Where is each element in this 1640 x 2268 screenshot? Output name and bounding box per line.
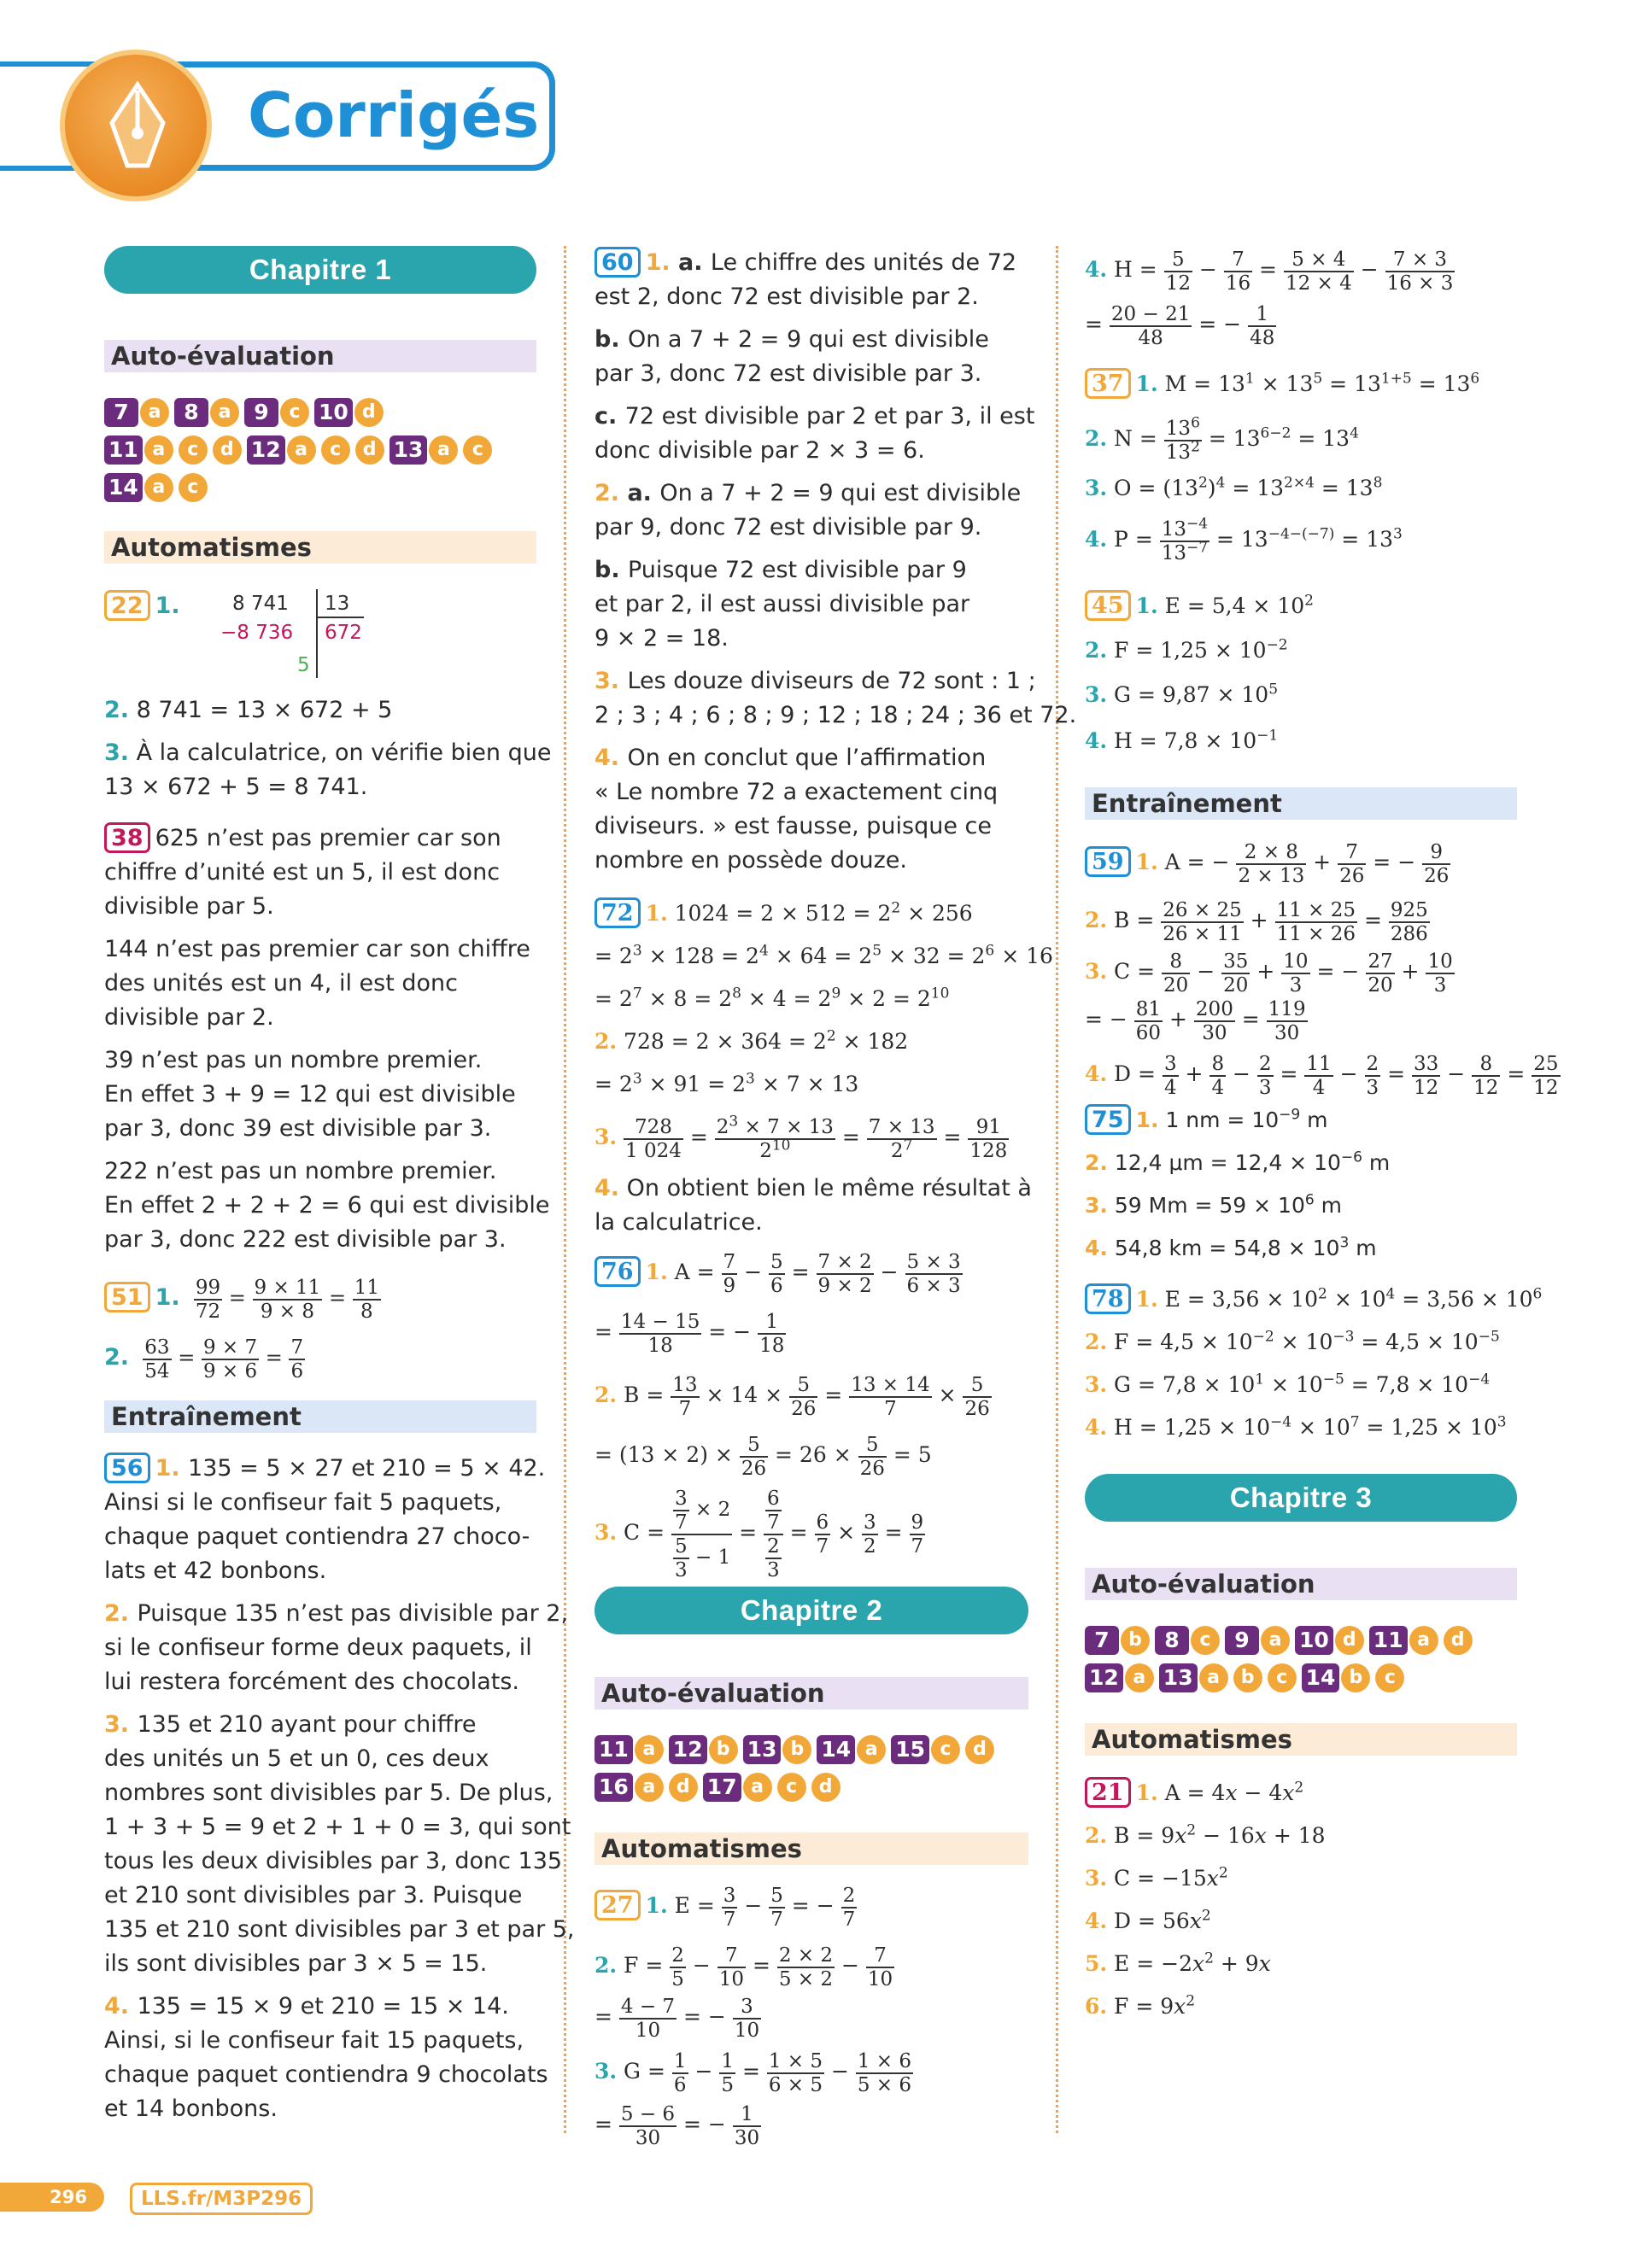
question-badge: 10 xyxy=(1295,1626,1333,1655)
text-line: est 2, donc 72 est divisible par 2. xyxy=(594,284,979,310)
text-line: 39 n’est pas un nombre premier. xyxy=(104,1047,483,1073)
answer-dot: b xyxy=(1233,1663,1262,1692)
exercise-27: 27 1. E = $\frac{3}{7}$ − $\frac{5}{7}$ = − $\frac{2}{7}$ xyxy=(594,1879,857,1933)
question-number: c. xyxy=(594,403,625,430)
chapter-3-heading: Chapitre 3 xyxy=(1085,1474,1517,1522)
text-line: diviseurs. » est fausse, puisque ce xyxy=(594,813,992,839)
text-line: et par 2, il est aussi divisible par xyxy=(594,591,970,617)
question-number: b. xyxy=(594,326,628,353)
auto-eval-heading: Auto-évaluation xyxy=(1085,1568,1517,1600)
long-division xyxy=(220,589,417,683)
question-number: 1. xyxy=(645,249,679,276)
answer-dot: d xyxy=(213,435,242,465)
answer-dot: a xyxy=(1409,1626,1438,1655)
answer-dot: a xyxy=(1261,1626,1290,1655)
answer-dot: a xyxy=(857,1735,886,1764)
exercise-number: 38 xyxy=(104,822,150,853)
auto-eval-row xyxy=(1085,1660,1409,1694)
question-badge: 11 xyxy=(1369,1626,1408,1655)
answer-dot: b xyxy=(709,1735,738,1764)
question-badge: 13 xyxy=(390,435,428,465)
text-line: tous les deux divisibles par 3, donc 135 xyxy=(104,1848,563,1874)
question-number: b. xyxy=(594,557,628,583)
question-badge: 11 xyxy=(104,435,143,465)
exercise-36-q4: 4. H = $\frac{5}{12}$ − $\frac{7}{16}$ = $\frac{5 \times 4}{12 \times 4}$ − $\frac{7 \times 3}{16 \times 3}$ xyxy=(1085,248,1454,295)
question-badge: 7 xyxy=(104,398,138,427)
auto-eval-row xyxy=(104,395,389,429)
question-badge: 10 xyxy=(314,398,353,427)
text-line: Ainsi si le confiseur fait 5 paquets, xyxy=(104,1489,502,1516)
text-line: Ainsi, si le confiseur fait 15 paquets, xyxy=(104,2027,524,2054)
text-line: par 3, donc 72 est divisible par 3. xyxy=(594,360,982,387)
answer-dot: d xyxy=(811,1773,840,1802)
divisor: 13 xyxy=(325,593,350,615)
answer-dot: b xyxy=(782,1735,811,1764)
question-badge: 9 xyxy=(244,398,278,427)
question-badge: 12 xyxy=(247,435,285,465)
answer-dot: a xyxy=(1125,1663,1154,1692)
auto-eval-row xyxy=(104,432,497,466)
text-line: 2. a. On a 7 + 2 = 9 qui est divisible xyxy=(594,480,1022,506)
question-number: 1. xyxy=(155,1455,189,1482)
answer-dot: d xyxy=(354,398,384,427)
text-line: « Le nombre 72 a exactement cinq xyxy=(594,779,999,805)
text-line: En effet 3 + 9 = 12 qui est divisible xyxy=(104,1081,516,1108)
text-line: nombres sont divisibles par 5. De plus, xyxy=(104,1780,554,1806)
ex22-q3: 3. À la calculatrice, on vérifie bien que xyxy=(104,739,552,766)
text-line: chaque paquet contiendra 27 choco- xyxy=(104,1523,530,1550)
question-number: 1. xyxy=(155,593,180,619)
text-line: 4. On en conclut que l’affirmation xyxy=(594,745,987,771)
exercise-21: 21 1. $A = 4x - 4x^2$ xyxy=(1085,1776,1303,1810)
exercise-number: 56 xyxy=(104,1453,150,1483)
text-line: 60 1. a. Le chiffre des unités de 72 xyxy=(594,246,1016,280)
text-line: 3. 135 et 210 ayant pour chiffre xyxy=(104,1711,477,1738)
question-number: 3. xyxy=(104,1711,138,1738)
answer-dot: a xyxy=(1199,1663,1228,1692)
question-badge: 14 xyxy=(1302,1663,1340,1692)
ex51-q2: 2. $\frac{63}{54}$ = $\frac{9 \times 7}{9 \times 6}$ = $\frac{7}{6}$ xyxy=(104,1336,304,1382)
question-badge: 7 xyxy=(1085,1626,1119,1655)
text-line: 135 et 210 sont divisibles par 3 et par 5, xyxy=(104,1916,575,1943)
column-separator-2 xyxy=(1056,246,1058,2133)
automatismes-heading: Automatismes xyxy=(104,531,536,564)
answer-dot: c xyxy=(777,1773,806,1802)
exercise-75: 75 1. 1 nm = $10^{-9}$ m xyxy=(1085,1103,1328,1137)
answer-dot: a xyxy=(635,1773,664,1802)
chapter-2-heading: Chapitre 2 xyxy=(594,1587,1028,1634)
answer-dot: a xyxy=(144,473,173,502)
text-line: 4. 135 = 15 × 9 et 210 = 15 × 14. xyxy=(104,1993,509,2020)
exercise-number: 22 xyxy=(104,590,150,621)
answer-dot: a xyxy=(429,435,458,465)
answer-dot: c xyxy=(179,435,208,465)
text-line: ils sont divisibles par 3 × 5 = 15. xyxy=(104,1950,488,1977)
page-title: Corrigés xyxy=(248,79,540,151)
answer-dot: c xyxy=(321,435,350,465)
answer-dot: a xyxy=(144,435,173,465)
text-line: 56 1. 135 = 5 × 27 et 210 = 5 × 42. xyxy=(104,1452,545,1486)
auto-eval-heading: Auto-évaluation xyxy=(594,1677,1028,1710)
answer-dot: d xyxy=(1444,1626,1473,1655)
text-line: nombre en possède douze. xyxy=(594,847,907,874)
subtraction: −8 736 xyxy=(220,622,294,644)
text-line: des unités est un 4, il est donc xyxy=(104,970,459,997)
text-line: 144 n’est pas premier car son chiffre xyxy=(104,936,530,962)
text-line: chiffre d’unité est un 5, il est donc xyxy=(104,859,501,886)
auto-eval-row xyxy=(594,1732,999,1766)
question-badge: 14 xyxy=(104,473,143,502)
question-badge: 16 xyxy=(594,1773,633,1802)
pen-nib-logo-icon xyxy=(60,50,212,202)
automatismes-heading: Automatismes xyxy=(1085,1723,1517,1756)
question-badge: 8 xyxy=(1155,1626,1189,1655)
text-line: lats et 42 bonbons. xyxy=(104,1558,327,1584)
ex22-q2: 2. 8 741 = 13 × 672 + 5 xyxy=(104,697,393,723)
text-line: donc divisible par 2 × 3 = 6. xyxy=(594,437,925,464)
text-line: et 14 bonbons. xyxy=(104,2096,278,2122)
text-line: 222 n’est pas un nombre premier. xyxy=(104,1158,497,1184)
text-line: si le confiseur forme deux paquets, il xyxy=(104,1634,532,1661)
exercise-59: 59 1. A = − $\frac{2 \times 8}{2 \times 13}$ + $\frac{7}{26}$ = − $\frac{9}{26}$ xyxy=(1085,835,1450,890)
remainder: 5 xyxy=(297,654,310,676)
answer-dot: d xyxy=(965,1735,994,1764)
entrainement-heading: Entraînement xyxy=(1085,787,1517,820)
automatismes-heading: Automatismes xyxy=(594,1833,1028,1865)
text-line: par 3, donc 222 est divisible par 3. xyxy=(104,1226,507,1253)
question-badge: 11 xyxy=(594,1735,633,1764)
question-badge: 15 xyxy=(891,1735,929,1764)
quotient: 672 xyxy=(325,622,362,644)
answer-dot: d xyxy=(669,1773,698,1802)
question-number: 2. xyxy=(104,1600,138,1627)
text-line: et 210 sont divisibles par 3. Puisque xyxy=(104,1882,523,1909)
text-line: 2 ; 3 ; 4 ; 6 ; 8 ; 9 ; 12 ; 18 ; 24 ; 36 et 72. xyxy=(594,702,1077,728)
exercise-72: 72 1. $1024 = 2 \times 512 = 2^2 \times 256$ xyxy=(594,897,973,931)
text-line: lui restera forcément des chocolats. xyxy=(104,1669,520,1695)
exercise-number: 60 xyxy=(594,247,641,278)
question-badge: 8 xyxy=(174,398,208,427)
text-line: b. On a 7 + 2 = 9 qui est divisible xyxy=(594,326,989,353)
text-line: 2. Puisque 135 n’est pas divisible par 2, xyxy=(104,1600,569,1627)
auto-eval-row xyxy=(104,470,213,504)
column-separator-1 xyxy=(564,246,566,2133)
answer-dot: c xyxy=(463,435,492,465)
answer-dot: b xyxy=(1121,1626,1150,1655)
text-line: c. 72 est divisible par 2 et par 3, il est xyxy=(594,403,1035,430)
auto-eval-heading: Auto-évaluation xyxy=(104,340,536,372)
exercise-37: 37 1. $M = 13^1 \times 13^5 = 13^{1+5} = 13^6$ xyxy=(1085,367,1479,401)
chapter-1-heading: Chapitre 1 xyxy=(104,246,536,294)
question-number: a. xyxy=(678,249,711,276)
answer-dot: b xyxy=(1341,1663,1370,1692)
ex22-q3-line2: 13 × 672 + 5 = 8 741. xyxy=(104,774,368,800)
question-badge: 13 xyxy=(1159,1663,1198,1692)
exercise-78: 78 1. $E = 3,56 \times 10^2 \times 10^4 = 3,56 \times 10^6$ xyxy=(1085,1283,1542,1317)
dividend: 8 741 xyxy=(232,593,289,615)
answer-dot: c xyxy=(179,473,208,502)
question-number: 2. xyxy=(594,480,628,506)
text-line: divisible par 2. xyxy=(104,1004,274,1031)
question-number: 4. xyxy=(594,745,628,771)
answer-dot: c xyxy=(1191,1626,1220,1655)
text-line: En effet 2 + 2 + 2 = 6 qui est divisible xyxy=(104,1192,550,1219)
text-line: 3. Les douze diviseurs de 72 sont : 1 ; xyxy=(594,668,1036,694)
question-badge: 13 xyxy=(743,1735,782,1764)
question-badge: 12 xyxy=(669,1735,707,1764)
text-line: divisible par 5. xyxy=(104,893,274,920)
answer-dot: d xyxy=(355,435,384,465)
answer-dot: a xyxy=(743,1773,772,1802)
text-line: 1 + 3 + 5 = 9 et 2 + 1 + 0 = 3, qui sont xyxy=(104,1814,571,1840)
answer-dot: c xyxy=(1375,1663,1404,1692)
exercise-22 xyxy=(104,589,180,623)
answer-dot: c xyxy=(280,398,309,427)
text-line: des unités un 5 et un 0, ces deux xyxy=(104,1745,489,1772)
text-line: b. Puisque 72 est divisible par 9 xyxy=(594,557,967,583)
text-line: par 9, donc 72 est divisible par 9. xyxy=(594,514,982,541)
text-line: par 3, donc 39 est divisible par 3. xyxy=(104,1115,492,1142)
question-badge: 14 xyxy=(817,1735,855,1764)
text-line: 9 × 2 = 18. xyxy=(594,625,729,652)
page-number: 296 xyxy=(0,2183,104,2212)
auto-eval-row xyxy=(1085,1622,1478,1657)
question-badge: 9 xyxy=(1225,1626,1259,1655)
text-line: 38 625 n’est pas premier car son xyxy=(104,821,501,856)
exercise-51: 51 1. $\frac{99}{72}$ = $\frac{9 \times 11}{9 \times 8}$ = $\frac{11}{8}$ xyxy=(104,1272,381,1324)
answer-dot: c xyxy=(931,1735,960,1764)
question-badge: 17 xyxy=(703,1773,741,1802)
question-number: 4. xyxy=(104,1993,138,2020)
question-badge: 12 xyxy=(1085,1663,1123,1692)
answer-dot: a xyxy=(140,398,169,427)
text-line: chaque paquet contiendra 9 chocolats xyxy=(104,2061,548,2088)
question-number: a. xyxy=(627,480,660,506)
exercise-45: 45 1. $E = 5,4 \times 10^2$ xyxy=(1085,589,1314,623)
question-number: 3. xyxy=(594,668,628,694)
entrainement-heading: Entraînement xyxy=(104,1400,536,1433)
answer-dot: d xyxy=(1335,1626,1364,1655)
exercise-76: 76 1. A = $\frac{7}{9}$ − $\frac{5}{6}$ = $\frac{7 \times 2}{9 \times 2}$ − $\frac{5 \times 3}{6 \times 3}$ xyxy=(594,1245,963,1300)
answer-dot: a xyxy=(287,435,316,465)
auto-eval-row xyxy=(594,1769,846,1803)
answer-dot: a xyxy=(635,1735,664,1764)
answer-dot: a xyxy=(210,398,239,427)
answer-dot: c xyxy=(1268,1663,1297,1692)
lls-link[interactable]: LLS.fr/M3P296 xyxy=(130,2183,313,2215)
